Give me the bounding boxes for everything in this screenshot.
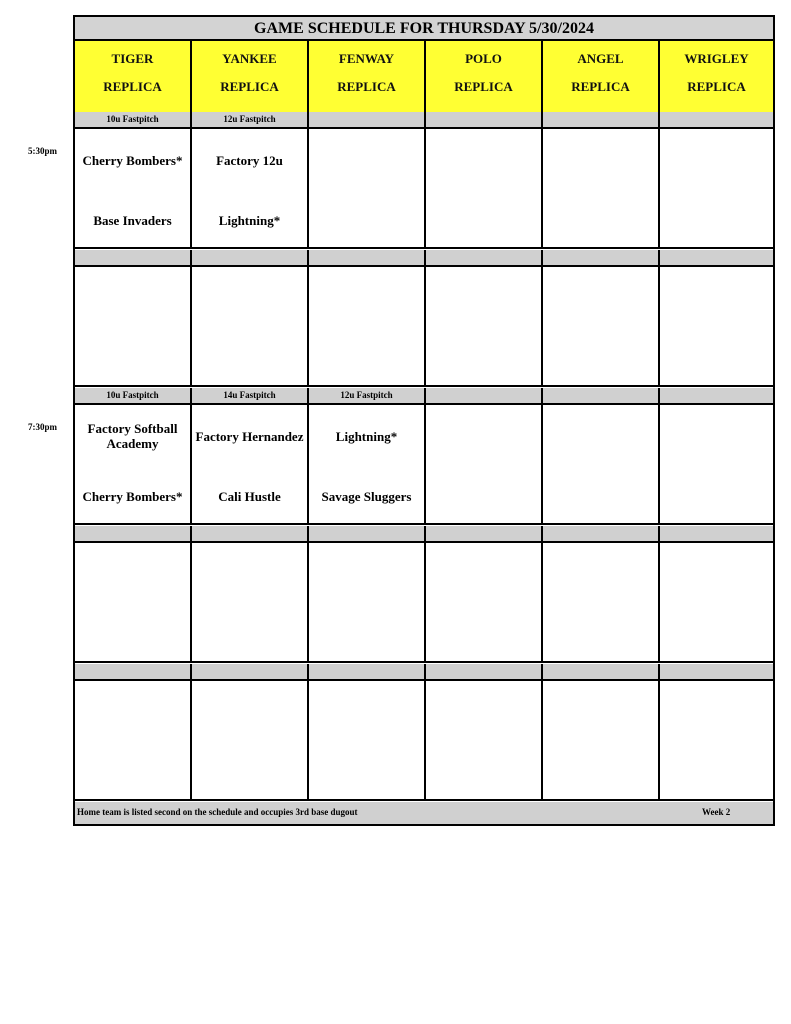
division-label bbox=[660, 250, 773, 267]
away-team: Lightning* bbox=[335, 428, 398, 444]
week-label: Week 2 bbox=[702, 807, 731, 817]
division-label bbox=[660, 664, 773, 681]
game-cell bbox=[660, 543, 773, 663]
division-label bbox=[75, 250, 192, 267]
home-team: Lightning* bbox=[218, 212, 281, 228]
slot-time: 5:30pm bbox=[28, 146, 57, 156]
division-label bbox=[543, 388, 660, 405]
division-label bbox=[543, 112, 660, 129]
field-name: POLO bbox=[465, 51, 502, 66]
division-label bbox=[426, 112, 543, 129]
division-label: 10u Fastpitch bbox=[75, 388, 192, 405]
division-label bbox=[309, 250, 426, 267]
game-cell bbox=[309, 681, 426, 801]
away-team: Factory Softball Academy bbox=[87, 421, 178, 451]
game-cell bbox=[75, 543, 192, 663]
game-cell bbox=[426, 405, 543, 525]
game-cell bbox=[192, 681, 309, 801]
game-cell bbox=[543, 129, 660, 249]
home-team: Cherry Bombers* bbox=[82, 488, 183, 504]
game-cell bbox=[309, 267, 426, 387]
game-cell bbox=[75, 267, 192, 387]
division-label: 12u Fastpitch bbox=[309, 388, 426, 405]
division-label bbox=[309, 112, 426, 129]
division-label bbox=[543, 526, 660, 543]
field-name: TIGER bbox=[111, 51, 154, 66]
game-cell bbox=[309, 405, 426, 525]
game-cell bbox=[192, 267, 309, 387]
game-cell bbox=[543, 267, 660, 387]
home-team: Savage Sluggers bbox=[321, 488, 412, 504]
game-cell bbox=[660, 681, 773, 801]
slot-time: 7:30pm bbox=[28, 422, 57, 432]
home-team: Base Invaders bbox=[93, 212, 172, 228]
division-label bbox=[660, 526, 773, 543]
division-label bbox=[426, 664, 543, 681]
field-name: YANKEE bbox=[222, 51, 277, 66]
division-label bbox=[426, 250, 543, 267]
division-label bbox=[309, 526, 426, 543]
division-label bbox=[75, 526, 192, 543]
game-cell bbox=[426, 129, 543, 249]
field-name: ANGEL bbox=[577, 51, 624, 66]
division-label bbox=[192, 526, 309, 543]
game-cell bbox=[75, 129, 192, 249]
home-team-note: Home team is listed second on the schedule and occupies 3rd base dugout bbox=[77, 807, 358, 817]
game-cell bbox=[309, 129, 426, 249]
division-label bbox=[75, 664, 192, 681]
game-cell bbox=[543, 543, 660, 663]
division-label: 10u Fastpitch bbox=[75, 112, 192, 129]
away-team: Factory 12u bbox=[216, 152, 283, 168]
division-label: 14u Fastpitch bbox=[192, 388, 309, 405]
field-subtitle: REPLICA bbox=[571, 79, 630, 94]
field-name: FENWAY bbox=[338, 51, 395, 66]
field-subtitle: REPLICA bbox=[337, 79, 396, 94]
schedule-sheet bbox=[73, 15, 775, 826]
game-cell bbox=[426, 543, 543, 663]
field-subtitle: REPLICA bbox=[687, 79, 746, 94]
away-team: Cherry Bombers* bbox=[82, 152, 183, 168]
field-name: WRIGLEY bbox=[684, 51, 749, 66]
field-subtitle: REPLICA bbox=[103, 79, 162, 94]
game-cell bbox=[660, 267, 773, 387]
away-team: Factory Hernandez bbox=[195, 428, 304, 444]
game-cell bbox=[75, 681, 192, 801]
division-label bbox=[660, 388, 773, 405]
field-subtitle: REPLICA bbox=[454, 79, 513, 94]
game-cell bbox=[192, 129, 309, 249]
division-label bbox=[426, 388, 543, 405]
game-cell bbox=[426, 681, 543, 801]
division-label bbox=[543, 664, 660, 681]
division-label bbox=[543, 250, 660, 267]
division-label bbox=[660, 112, 773, 129]
game-cell bbox=[426, 267, 543, 387]
game-cell bbox=[192, 405, 309, 525]
division-label: 12u Fastpitch bbox=[192, 112, 309, 129]
division-label bbox=[192, 250, 309, 267]
game-cell bbox=[660, 405, 773, 525]
division-label bbox=[426, 526, 543, 543]
field-subtitle: REPLICA bbox=[220, 79, 279, 94]
schedule-title: GAME SCHEDULE FOR THURSDAY 5/30/2024 bbox=[75, 17, 773, 41]
game-cell bbox=[543, 681, 660, 801]
division-label bbox=[309, 664, 426, 681]
home-team: Cali Hustle bbox=[218, 488, 281, 504]
schedule-footer bbox=[75, 802, 773, 824]
game-cell bbox=[75, 405, 192, 525]
game-cell bbox=[192, 543, 309, 663]
game-cell bbox=[543, 405, 660, 525]
division-label bbox=[192, 664, 309, 681]
game-cell bbox=[660, 129, 773, 249]
game-cell bbox=[309, 543, 426, 663]
